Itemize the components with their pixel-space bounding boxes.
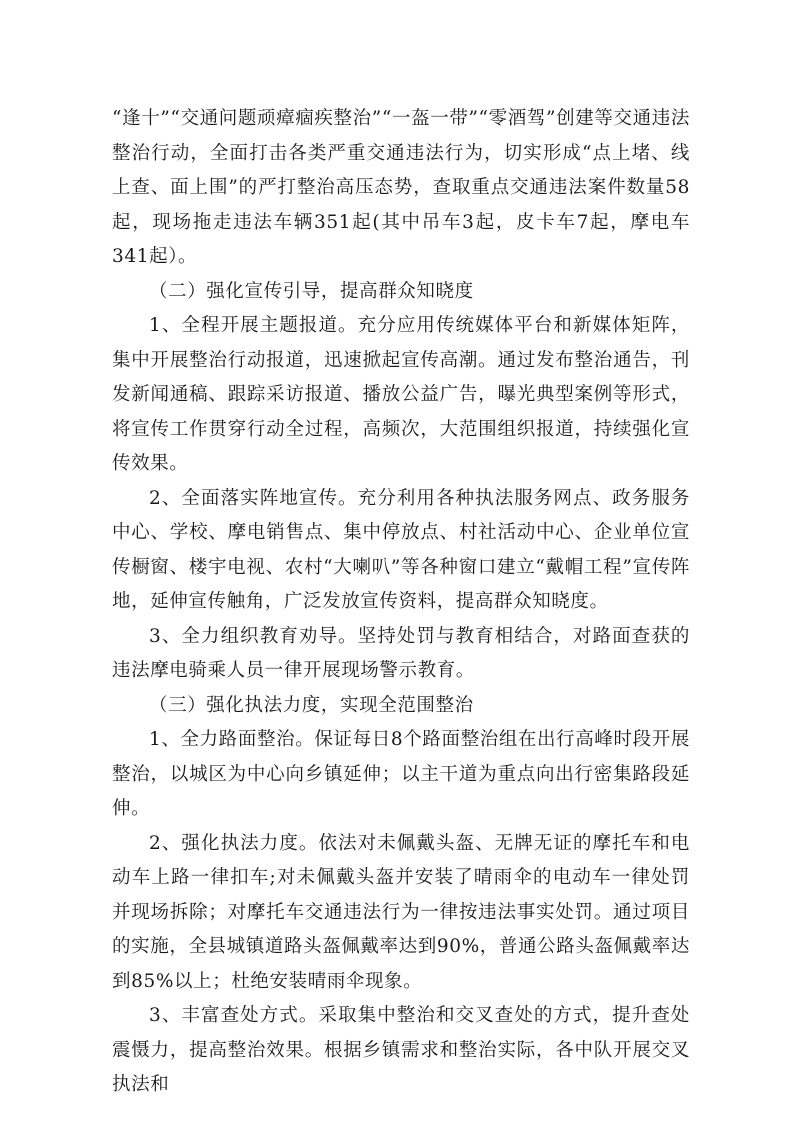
paragraph-investigation-methods: 3、丰富查处方式。采取集中整治和交叉查处的方式，提升查处震慑力，提高整治效果。根据乡镇需求和整治实际，各中队开展交叉执法和: [112, 1005, 690, 1095]
paragraph-position-publicity: 2、全面落实阵地宣传。充分利用各种执法服务网点、政务服务中心、学校、摩电销售点、集中停放点、村社活动中心、企业单位宣传橱窗、楼宇电视、农村“大喇叭”等各种窗口建立“戴帽工程”宣传阵地，延伸宣传触角，广泛发放宣传资料，提高群众知晓度。: [112, 487, 690, 612]
paragraph-continuation: “逢十”“交通问题顽瘴痼疾整治”“一盔一带”“零酒驾”创建等交通违法整治行动，全面打击各类严重交通违法行为，切实形成“点上堵、线上查、面上围”的严打整治高压态势，查取重点交通违法案件数量58起，现场拖走违法车辆351起(其中吊车3起，皮卡车7起，摩电车341起）。: [112, 108, 690, 267]
paragraph-theme-reporting: 1、全程开展主题报道。充分应用传统媒体平台和新媒体矩阵，集中开展整治行动报道，迅速掀起宣传高潮。通过发布整治通告，刊发新闻通稿、跟踪采访报道、播放公益广告，曝光典型案例等形式，将宣传工作贯穿行动全过程，高频次，大范围组织报道，持续强化宣传效果。: [112, 315, 690, 474]
paragraph-education-persuasion: 3、全力组织教育劝导。坚持处罚与教育相结合，对路面查获的违法摩电骑乘人员一律开展现场警示教育。: [112, 625, 690, 681]
paragraph-road-rectification: 1、全力路面整治。保证每日8个路面整治组在出行高峰时段开展整治，以城区为中心向乡镇延伸；以主干道为重点向出行密集路段延伸。: [112, 729, 690, 819]
section-heading-2: （二）强化宣传引导，提高群众知晓度: [149, 280, 474, 302]
section-heading-3: （三）强化执法力度，实现全范围整治: [149, 694, 474, 716]
paragraph-enforcement-strength: 2、强化执法力度。依法对未佩戴头盔、无牌无证的摩托车和电动车上路一律扣车;对未佩戴头盔并安装了晴雨伞的电动车一律处罚并现场拆除；对摩托车交通违法行为一律按违法事实处罚。通过项目的实施，全县城镇道路头盔佩戴率达到90%，普通公路头盔佩戴率达到85%以上；杜绝安装晴雨伞现象。: [112, 832, 690, 992]
document-body: [112, 102, 690, 1103]
